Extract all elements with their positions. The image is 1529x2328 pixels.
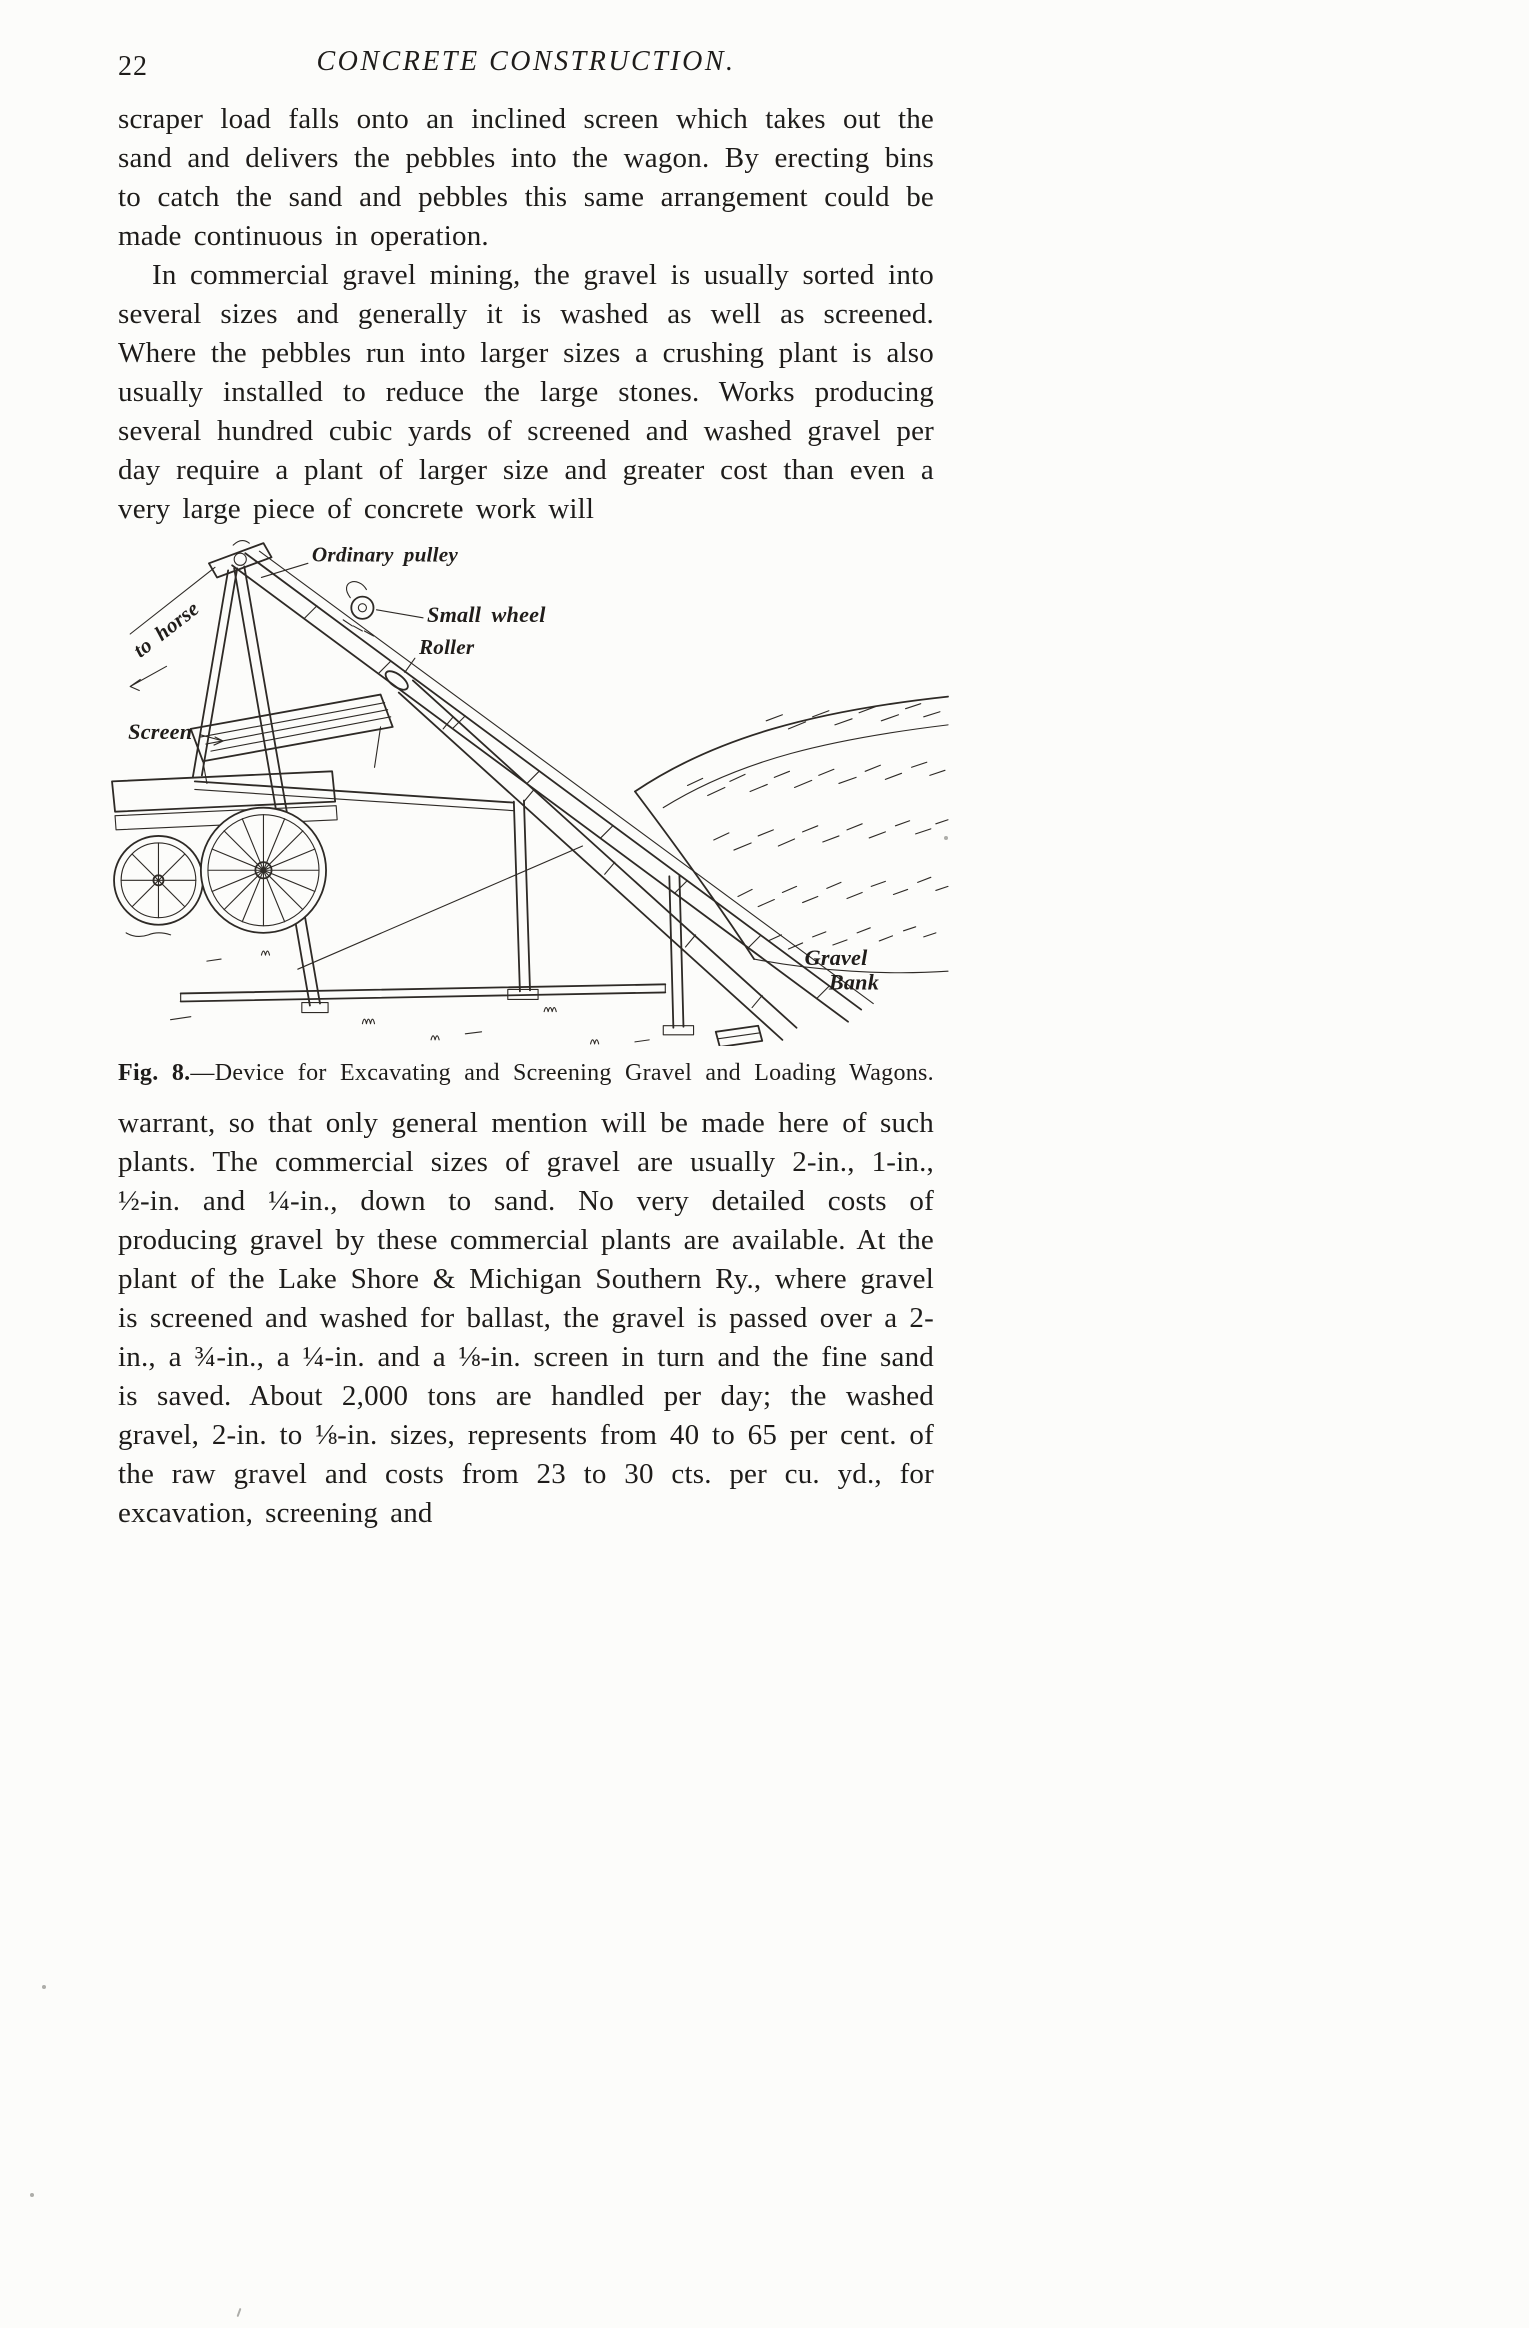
- figure-caption: [118, 1058, 934, 1088]
- scan-speck: [30, 2193, 34, 2197]
- label-gravel-bank-line2: Bank: [828, 969, 880, 995]
- scan-speck: [944, 836, 948, 840]
- label-screen: Screen: [128, 719, 193, 744]
- label-ordinary-pulley: Ordinary pulley: [311, 542, 458, 567]
- paragraph-2: In commercial gravel mining, the gravel is usually sorted into several sizes and generally it is washed as well as screened. Where the pebbles run into larger sizes a crushing plant is also usually installed to reduce the large stones. Works producing several hundred cubic yards of screened and washed gravel per day require a plant of larger size and greater cost than even a very large piece of concrete work will: [118, 259, 934, 525]
- label-roller: Roller: [418, 635, 475, 660]
- figure-illustration: [110, 537, 950, 1046]
- page-header: [118, 46, 934, 88]
- label-small-wheel: Small wheel: [427, 601, 546, 627]
- figure-caption-text: —Device for Excavating and Screening Gravel and Loading Wagons.: [190, 1060, 934, 1086]
- running-title: CONCRETE CONSTRUCTION.: [316, 46, 736, 77]
- scan-speck: [42, 1985, 46, 1989]
- paragraph-1: scraper load falls onto an inclined screen which takes out the sand and delivers the pebbles into the wagon. By erecting bins to catch the sand and pebbles this same arrangement could be made continuous in operation.: [118, 103, 934, 252]
- figure-8: [110, 537, 950, 1088]
- text-block: [118, 100, 934, 1533]
- gravel-bank-drawing: [635, 697, 948, 973]
- figure-caption-label: Fig. 8.: [118, 1060, 191, 1086]
- label-gravel-bank-line1: Gravel: [804, 945, 868, 971]
- ground-detail-drawing: [126, 933, 649, 1044]
- paragraph-3: warrant, so that only general mention will be made here of such plants. The commercial sizes of gravel are usually 2-in., 1-in., ½-in. and ¼-in., down to sand. No very detailed costs of producing gravel by these commercial plants are available. At the plant of the Lake Shore & Michigan Southern Ry., where gravel is screened and washed for ballast, the gravel is passed over a 2-in., a ¾-in., a ¼-in. and a ⅛-in. screen in turn and the fine sand is saved. About 2,000 tons are handled per day; the washed gravel, 2-in. to ⅛-in. sizes, represents from 40 to 65 per cent. of the raw gravel and costs from 23 to 30 cts. per cu. yd., for excavation, screening and: [118, 1107, 934, 1529]
- page-number: 22: [118, 51, 148, 82]
- scan-speck: [237, 2308, 242, 2317]
- label-to-horse: to horse: [128, 596, 204, 663]
